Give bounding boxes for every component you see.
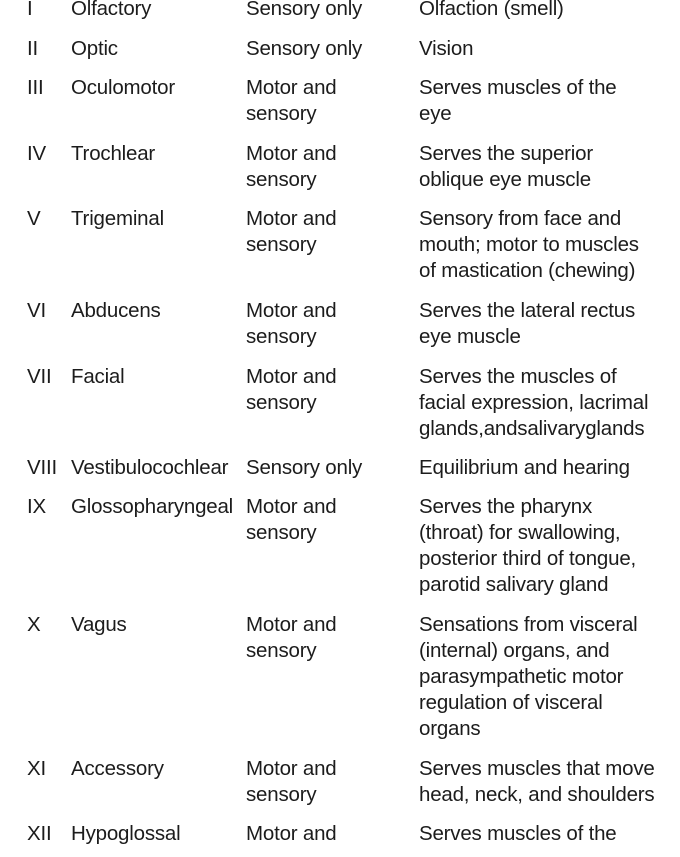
nerve-type: Sensory only (246, 0, 363, 20)
nerve-function: Sensations from visceral (internal) organs, and parasympathetic motor regulation of visceral organs (419, 613, 638, 740)
nerve-name: Abducens (71, 299, 161, 322)
nerve-name: Glossopharyngeal (71, 495, 234, 518)
nerve-numeral: VII (27, 365, 52, 388)
nerve-name: Olfactory (71, 0, 152, 20)
nerve-function: Equilibrium and hearing (419, 456, 630, 479)
nerve-numeral: V (27, 207, 41, 230)
nerve-numeral: III (27, 76, 44, 99)
nerve-function: Serves the pharynx (throat) for swallowing, posterior third of tongue, parotid salivary gland (419, 495, 637, 596)
nerve-name: Trigeminal (71, 207, 164, 230)
nerve-type: Motor and sensory (246, 757, 337, 806)
nerve-numeral: X (27, 613, 41, 636)
nerve-numeral: I (27, 0, 33, 20)
nerve-type: Motor and sensory (246, 365, 337, 414)
nerve-name: Vestibulocochlear (71, 456, 229, 479)
nerve-function: Serves the muscles of facial expression, lacrimal glands,andsalivaryglands (419, 365, 649, 440)
nerve-function: Serves muscles of the eye (419, 76, 617, 125)
nerve-type: Motor and sensory (246, 299, 337, 348)
nerve-numeral: VI (27, 299, 46, 322)
nerve-name: Facial (71, 365, 125, 388)
nerve-numeral: II (27, 37, 38, 60)
nerve-function: Serves muscles of the (419, 822, 617, 845)
nerve-name: Accessory (71, 757, 164, 780)
nerve-type: Motor and sensory (246, 207, 337, 256)
nerve-function: Vision (419, 37, 474, 60)
nerve-function: Serves the superior oblique eye muscle (419, 142, 593, 191)
nerve-numeral: VIII (27, 456, 57, 479)
nerve-name: Trochlear (71, 142, 156, 165)
nerve-name: Vagus (71, 613, 127, 636)
nerve-type: Sensory only (246, 456, 363, 479)
nerve-type: Motor and sensory (246, 76, 337, 125)
nerve-numeral: IX (27, 495, 46, 518)
nerve-type: Motor and sensory (246, 613, 337, 662)
nerve-numeral: XII (27, 822, 52, 845)
nerve-function: Sensory from face and mouth; motor to muscles of mastication (chewing) (419, 207, 639, 282)
nerve-numeral: IV (27, 142, 46, 165)
nerve-type: Motor and sensory (246, 495, 337, 544)
nerve-type: Motor and sensory (246, 142, 337, 191)
nerve-type: Sensory only (246, 37, 363, 60)
nerve-function: Serves the lateral rectus eye muscle (419, 299, 636, 348)
nerve-function: Olfaction (smell) (419, 0, 564, 20)
nerve-function: Serves muscles that move head, neck, and shoulders (419, 757, 655, 806)
nerve-name: Optic (71, 37, 118, 60)
nerve-numeral: XI (27, 757, 46, 780)
nerve-type: Motor and (246, 822, 337, 845)
nerve-name: Hypoglossal (71, 822, 181, 845)
nerve-name: Oculomotor (71, 76, 175, 99)
